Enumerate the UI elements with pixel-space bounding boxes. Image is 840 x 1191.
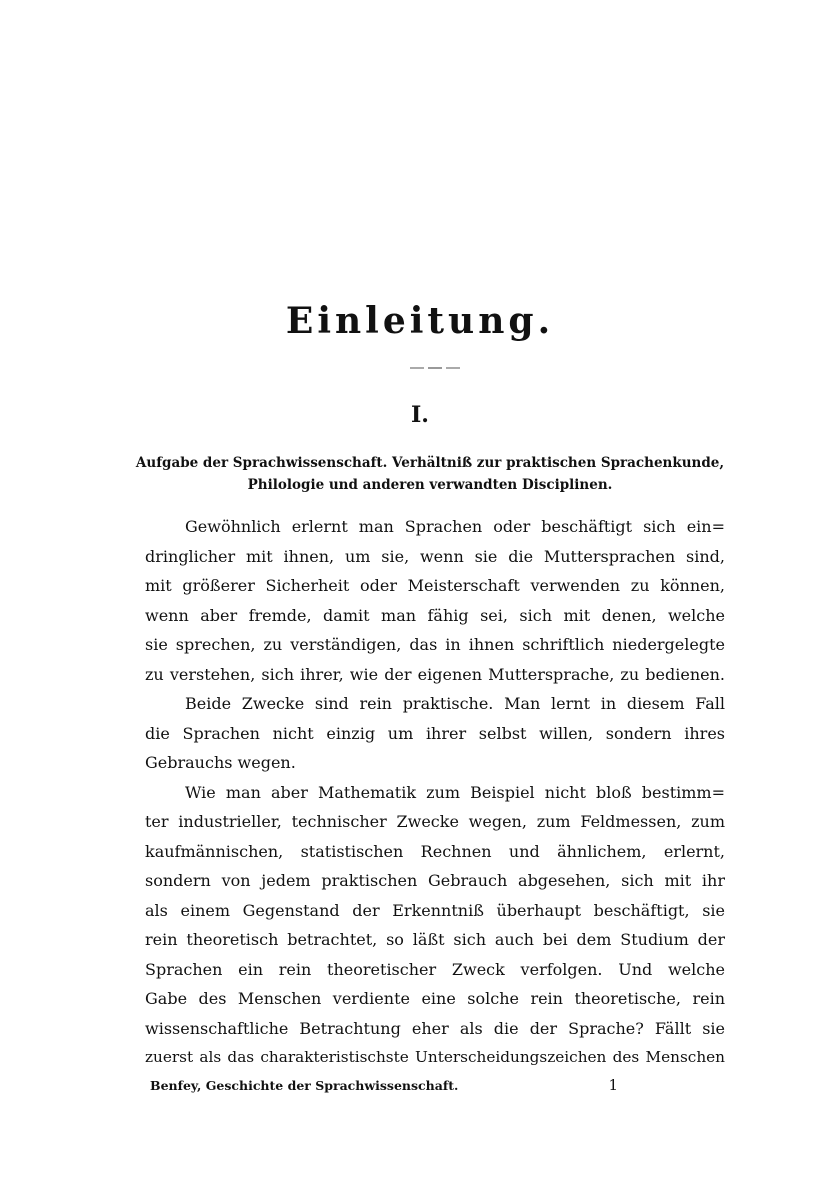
subtitle-line: Aufgabe der Sprachwissenschaft. Verhältniß zur praktischen Sprachenkunde, [135, 455, 725, 471]
text-line: Gewöhnlich erlernt man Sprachen oder beschäftigt sich ein= [185, 517, 725, 536]
chapter-title: Einleitung. [285, 300, 555, 342]
page-footer [150, 1076, 620, 1094]
text-line: mit größerer Sicherheit oder Meisterschaft verwenden zu können, [145, 576, 725, 595]
text-line: zu verstehen, sich ihrer, wie der eigenen Muttersprache, zu bedienen. [145, 664, 725, 684]
text-line: sondern von jedem praktischen Gebrauch abgesehen, sich mit ihr [145, 871, 725, 890]
ornament-divider [410, 366, 460, 370]
text-line: Wie man aber Mathematik zum Beispiel nicht bloß bestimm= [185, 782, 725, 802]
section-subtitle [130, 452, 730, 496]
text-line: kaufmännischen, statistischen Rechnen und ähnlichem, erlernt, [145, 841, 725, 861]
text-line: zuerst als das charakteristischste Unterscheidungszeichen des Menschen [145, 1048, 725, 1066]
section-number: I. [411, 402, 429, 428]
text-line: wenn aber fremde, damit man fähig sei, sich mit denen, welche [145, 605, 725, 625]
text-line: Sprachen ein rein theoretischer Zweck verfolgen. Und welche [145, 959, 725, 979]
page-number: 1 [608, 1076, 618, 1094]
text-line: als einem Gegenstand der Erkenntniß überhaupt beschäftigt, sie [145, 900, 725, 920]
text-line: die Sprachen nicht einzig um ihrer selbst willen, sondern ihres [145, 723, 725, 743]
text-line: Beide Zwecke sind rein praktische. Man lernt in diesem Fall [185, 694, 725, 713]
text-line: wissenschaftliche Betrachtung eher als die der Sprache? Fällt sie [145, 1018, 725, 1038]
text-line: ter industrieller, technischer Zwecke wegen, zum Feldmessen, zum [145, 812, 725, 831]
text-line: sie sprechen, zu verständigen, das in ihnen schriftlich niedergelegte [145, 635, 725, 654]
text-line: rein theoretisch betrachtet, so läßt sich auch bei dem Studium der [145, 930, 725, 949]
text-line: Gabe des Menschen verdiente eine solche rein theoretische, rein [145, 989, 725, 1008]
body-text [145, 512, 725, 1073]
subtitle-line: Philologie und anderen verwandten Disciplinen. [247, 477, 613, 493]
text-line: dringlicher mit ihnen, um sie, wenn sie die Muttersprachen sind, [145, 546, 725, 566]
text-line: Gebrauchs wegen. [145, 753, 296, 772]
signature-line: Benfey, Geschichte der Sprachwissenschaft. [150, 1078, 459, 1093]
